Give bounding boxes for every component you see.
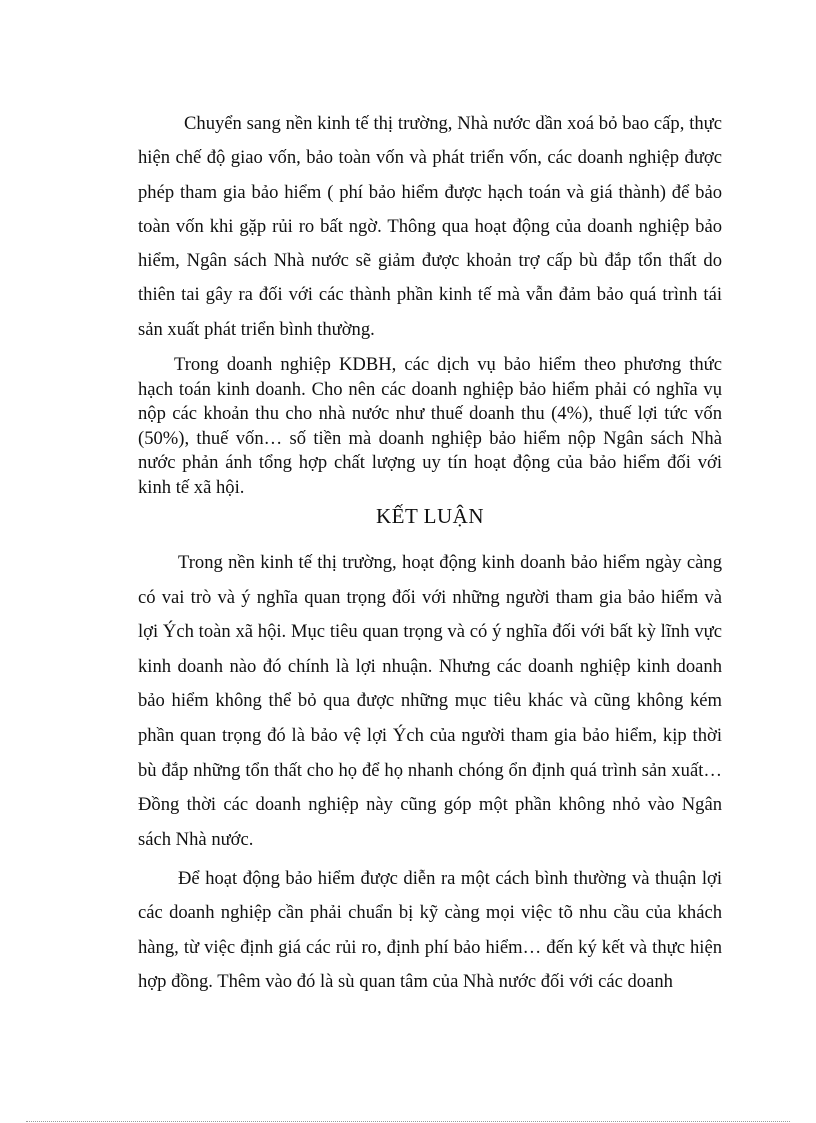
paragraph-conclusion-role: Trong nền kinh tế thị trường, hoạt động kinh doanh bảo hiểm ngày càng có vai trò và ý nghĩa quan trọng đối với những người tham gia bảo hiểm và lợi Ých toàn xã hội. Mục tiêu quan trọng và có ý nghĩa đối với bất kỳ lĩnh vực kinh doanh nào đó chính là lợi nhuận. Nhưng các doanh nghiệp kinh doanh bảo hiểm không thể bỏ qua được những mục tiêu khác và cũng không kém phần quan trọng đó là bảo vệ lợi Ých của người tham gia bảo hiểm, kịp thời bù đắp những tổn thất cho họ để họ nhanh chóng ổn định quá trình sản xuất… Đồng thời các doanh nghiệp này cũng góp một phần không nhỏ vào Ngân sách Nhà nước. bbox=[138, 552, 722, 850]
paragraph-insurance-tax-obligations: Trong doanh nghiệp KDBH, các dịch vụ bảo hiểm theo phương thức hạch toán kinh doanh. Cho nên các doanh nghiệp bảo hiểm phải có nghĩa vụ nộp các khoản thu cho nhà nước như thuế doanh thu (4%), thuế lợi tức vốn (50%), thuế vốn… số tiền mà doanh nghiệp bảo hiểm nộp Ngân sách Nhà nước phản ánh tổng hợp chất lượng uy tín hoạt động của bảo hiểm đối với kinh tế xã hội. bbox=[138, 354, 722, 498]
page-bottom-border bbox=[26, 1121, 790, 1122]
section-heading-conclusion: KẾT LUẬN bbox=[375, 504, 484, 528]
paragraph-transition-market-economy: Chuyển sang nền kinh tế thị trường, Nhà nước dần xoá bỏ bao cấp, thực hiện chế độ giao vốn, bảo toàn vốn và phát triển vốn, các doanh nghiệp được phép tham gia bảo hiểm ( phí bảo hiểm được hạch toán và giá thành) để bảo toàn vốn khi gặp rủi ro bất ngờ. Thông qua hoạt động của doanh nghiệp bảo hiểm, Ngân sách Nhà nước sẽ giảm được khoản trợ cấp bù đắp tổn thất do thiên tai gây ra đối với các thành phần kinh tế mà vẫn đảm bảo quá trình tái sản xuất phát triển bình thường. bbox=[138, 113, 722, 340]
paragraph-conclusion-preparation: Để hoạt động bảo hiểm được diễn ra một cách bình thường và thuận lợi các doanh nghiệp cần phải chuẩn bị kỹ càng mọi việc tõ nhu cầu của khách hàng, từ việc định giá các rủi ro, định phí bảo hiểm… đến ký kết và thực hiện hợp đồng. Thêm vào đó là sù quan tâm của Nhà nước đối với các doanh bbox=[138, 868, 722, 993]
